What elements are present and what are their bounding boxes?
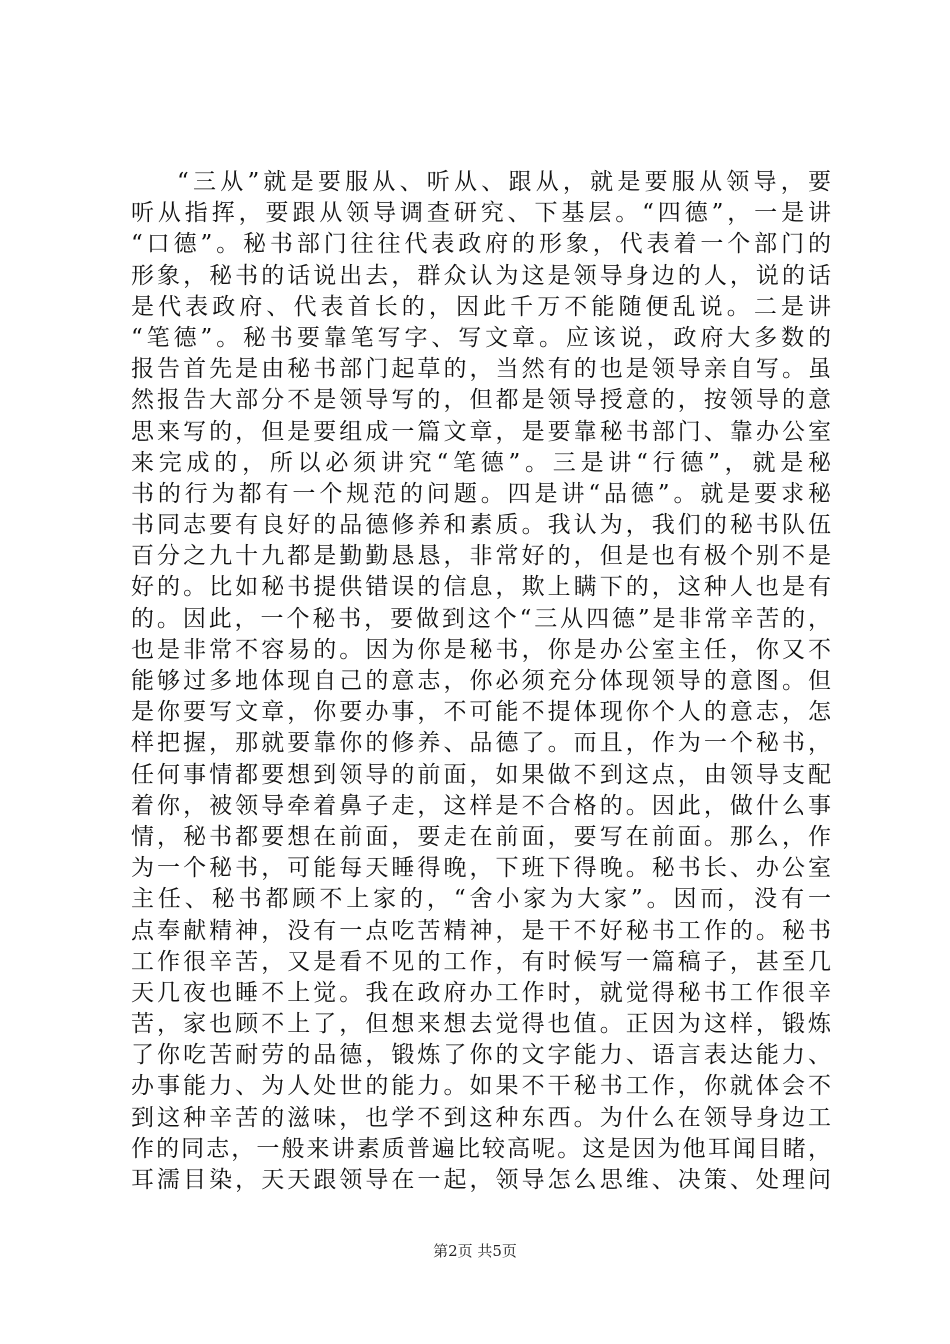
text-line: 了你吃苦耐劳的品德，锻炼了你的文字能力、语言表达能力、 [131,1042,831,1069]
text-line: 然报告大部分不是领导写的，但都是领导授意的，按领导的意 [131,387,831,414]
text-line: “三从”就是要服从、听从、跟从，就是要服从领导，要 [177,169,831,195]
text-line: 好的。比如秘书提供错误的信息，欺上瞒下的，这种人也是有 [131,574,831,601]
text-line: 书同志要有良好的品德修养和素质。我认为，我们的秘书队伍 [131,512,831,539]
text-line: 主任、秘书都顾不上家的，“舍小家为大家”。因而，没有一 [131,886,831,913]
text-line: 办事能力、为人处世的能力。如果不干秘书工作，你就体会不 [131,1073,831,1100]
text-line: 苦，家也顾不上了，但想来想去觉得也值。正因为这样，锻炼 [131,1011,831,1038]
text-line: 工作很辛苦，又是看不见的工作，有时候写一篇稿子，甚至几 [131,948,831,975]
text-line: 思来写的，但是要组成一篇文章，是要靠秘书部门、靠办公室 [131,418,831,445]
text-line: 点奉献精神，没有一点吃苦精神，是干不好秘书工作的。秘书 [131,917,831,944]
text-line: 天几夜也睡不上觉。我在政府办工作时，就觉得秘书工作很辛 [131,979,831,1006]
text-line: 来完成的，所以必须讲究“笔德”。三是讲“行德”，就是秘 [131,449,831,476]
text-line: 耳濡目染，天天跟领导在一起，领导怎么思维、决策、处理问 [131,1167,831,1193]
text-line: 能够过多地体现自己的意志，你必须充分体现领导的意图。但 [131,668,831,694]
text-line: 报告首先是由秘书部门起草的，当然有的也是领导亲自写。虽 [131,356,831,383]
text-line: 着你，被领导牵着鼻子走，这样是不合格的。因此，做什么事 [131,792,831,819]
text-line: 的。因此，一个秘书，要做到这个“三从四德”是非常辛苦的， [131,605,831,632]
text-line: 样把握，那就要靠你的修养、品德了。而且，作为一个秘书， [131,730,831,757]
text-line: 百分之九十九都是勤勤恳恳，非常好的，但是也有极个别不是 [131,543,831,570]
text-line: 也是非常不容易的。因为你是秘书，你是办公室主任，你又不 [131,636,831,663]
page-number-footer: 第2页 共5页 [433,1242,517,1260]
text-line: “口德”。秘书部门往往代表政府的形象，代表着一个部门的 [131,231,831,258]
body-paragraph [131,167,831,1196]
text-line: 情，秘书都要想在前面，要走在前面，要写在前面。那么，作 [131,823,831,850]
text-line: 听从指挥，要跟从领导调查研究、下基层。“四德”，一是讲 [131,200,831,227]
text-line: “笔德”。秘书要靠笔写字、写文章。应该说，政府大多数的 [131,324,831,351]
text-line: 形象，秘书的话说出去，群众认为这是领导身边的人，说的话 [131,262,831,289]
text-line: 作的同志，一般来讲素质普遍比较高呢。这是因为他耳闻目睹， [131,1135,831,1162]
text-line: 是代表政府、代表首长的，因此千万不能随便乱说。二是讲 [131,293,831,320]
text-line: 是你要写文章，你要办事，不可能不提体现你个人的意志，怎 [131,699,831,726]
text-line: 到这种辛苦的滋味，也学不到这种东西。为什么在领导身边工 [131,1104,831,1131]
text-line: 为一个秘书，可能每天睡得晚，下班下得晚。秘书长、办公室 [131,855,831,882]
text-line: 任何事情都要想到领导的前面，如果做不到这点，由领导支配 [131,761,831,788]
text-line: 书的行为都有一个规范的问题。四是讲“品德”。就是要求秘 [131,480,831,507]
